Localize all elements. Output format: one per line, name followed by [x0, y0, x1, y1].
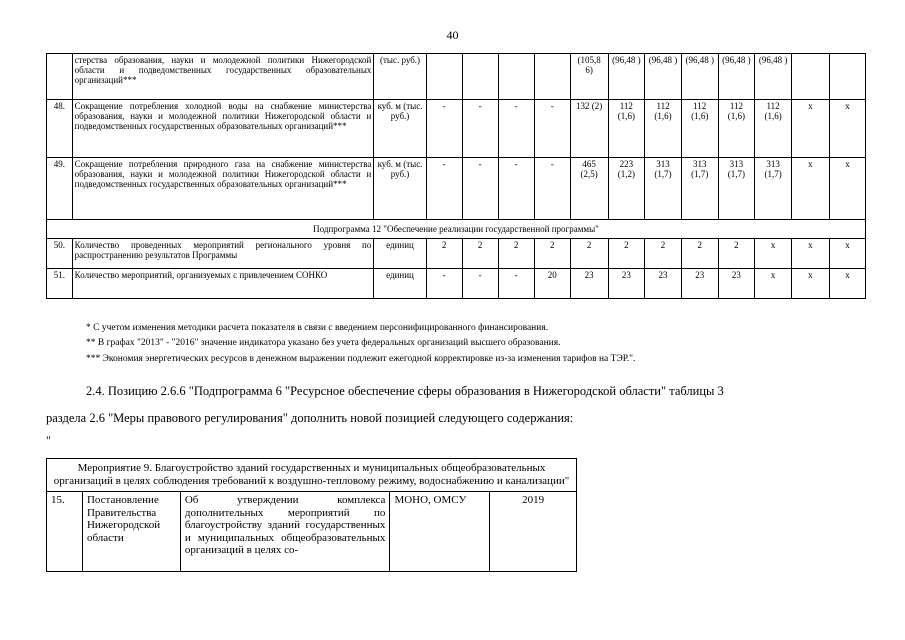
- paragraph-line-1: 2.4. Позицию 2.6.6 "Подпрограмма 6 "Ресурсное обеспечение сферы образования в Нижегородской области" таблицы 3: [86, 384, 724, 398]
- value-cell: x: [791, 158, 829, 220]
- unit-cell: единиц: [374, 239, 426, 269]
- value-cell: 2: [608, 239, 645, 269]
- value-cell: 112 (1,6): [645, 100, 682, 158]
- value-cell: 2: [718, 239, 755, 269]
- row-number: 48.: [47, 100, 73, 158]
- value-cell: 112 (1,6): [681, 100, 718, 158]
- indicator-name: стерства образования, науки и молодежной политики Нижегородской области и подведомственных государственных образовательных организаций***: [72, 54, 374, 100]
- table-row: [47, 54, 866, 100]
- value-cell: x: [829, 100, 865, 158]
- value-cell: x: [755, 269, 792, 299]
- value-cell: -: [534, 158, 570, 220]
- value-cell: (96,48 ): [645, 54, 682, 100]
- value-cell: 2: [681, 239, 718, 269]
- value-cell: 132 (2): [570, 100, 608, 158]
- row-number: [47, 54, 73, 100]
- value-cell: (96,48 ): [718, 54, 755, 100]
- value-cell: [426, 54, 462, 100]
- unit-cell: куб. м (тыс. руб.): [374, 158, 426, 220]
- value-cell: x: [829, 239, 865, 269]
- indicators-table: [46, 53, 866, 299]
- value-cell: 23: [681, 269, 718, 299]
- value-cell: [462, 54, 498, 100]
- measure-header: Мероприятие 9. Благоустройство зданий государственных и муниципальных общеобразовательных организаций в целях соблюдения требований к воздушно-тепловому режиму, водоснабжению и канализации": [47, 459, 577, 492]
- indicator-name: Количество мероприятий, организуемых с привлечением СОНКО: [72, 269, 374, 299]
- footnote-1: * С учетом изменения методики расчета показателя в связи с введением персонифицированного финансирования.: [86, 323, 549, 333]
- table-row: [47, 100, 866, 158]
- legal-measures-table: [46, 458, 577, 572]
- subprogram-title: Подпрограмма 12 "Обеспечение реализации государственной программы": [47, 220, 866, 239]
- value-cell: 20: [534, 269, 570, 299]
- document-type: Постановление Правительства Нижегородской области: [82, 492, 180, 572]
- opening-quote: ": [46, 433, 51, 447]
- value-cell: x: [829, 269, 865, 299]
- value-cell: 23: [570, 269, 608, 299]
- value-cell: 465 (2,5): [570, 158, 608, 220]
- value-cell: 2: [498, 239, 534, 269]
- value-cell: 2: [645, 239, 682, 269]
- row-number: 49.: [47, 158, 73, 220]
- indicator-name: Сокращение потребления холодной воды на снабжение министерства образования, науки и молодежной политики Нижегородской области и подведомственных государственных образовательных организаций***: [72, 100, 374, 158]
- table-row: [47, 239, 866, 269]
- table-row: [47, 158, 866, 220]
- value-cell: (105,8 6): [570, 54, 608, 100]
- value-cell: [791, 54, 829, 100]
- value-cell: (96,48 ): [608, 54, 645, 100]
- value-cell: 2: [570, 239, 608, 269]
- value-cell: -: [534, 100, 570, 158]
- value-cell: -: [426, 269, 462, 299]
- value-cell: -: [462, 269, 498, 299]
- value-cell: -: [426, 100, 462, 158]
- value-cell: 313 (1,7): [718, 158, 755, 220]
- year: 2019: [490, 492, 577, 572]
- value-cell: 313 (1,7): [755, 158, 792, 220]
- value-cell: 112 (1,6): [755, 100, 792, 158]
- value-cell: x: [791, 269, 829, 299]
- unit-cell: куб. м (тыс. руб.): [374, 100, 426, 158]
- value-cell: x: [791, 239, 829, 269]
- value-cell: x: [755, 239, 792, 269]
- value-cell: 2: [462, 239, 498, 269]
- value-cell: -: [498, 158, 534, 220]
- row-number: 51.: [47, 269, 73, 299]
- unit-cell: (тыс. руб.): [374, 54, 426, 100]
- value-cell: (96,48 ): [681, 54, 718, 100]
- indicator-name: Количество проведенных мероприятий регионального уровня по распространению результатов Программы: [72, 239, 374, 269]
- value-cell: 313 (1,7): [681, 158, 718, 220]
- page-number: 40: [446, 28, 459, 42]
- value-cell: 223 (1,2): [608, 158, 645, 220]
- unit-cell: единиц: [374, 269, 426, 299]
- value-cell: [829, 54, 865, 100]
- value-cell: 112 (1,6): [718, 100, 755, 158]
- executors: МОНО, ОМСУ: [390, 492, 490, 572]
- value-cell: -: [498, 269, 534, 299]
- value-cell: x: [829, 158, 865, 220]
- value-cell: 2: [534, 239, 570, 269]
- value-cell: 23: [608, 269, 645, 299]
- row-number: 15.: [47, 492, 83, 572]
- table-row: [47, 269, 866, 299]
- value-cell: (96,48 ): [755, 54, 792, 100]
- value-cell: [534, 54, 570, 100]
- footnote-3: *** Экономия энергетических ресурсов в денежном выражении подлежит ежегодной корректировке из-за изменения тарифов на ТЭР.".: [86, 354, 636, 364]
- value-cell: x: [791, 100, 829, 158]
- value-cell: -: [498, 100, 534, 158]
- value-cell: 23: [645, 269, 682, 299]
- document-title: Об утверждении комплекса дополнительных мероприятий по благоустройству зданий государственных и муниципальных общеобразовательных организаций в целях со-: [180, 492, 390, 572]
- row-number: 50.: [47, 239, 73, 269]
- value-cell: 23: [718, 269, 755, 299]
- value-cell: -: [462, 158, 498, 220]
- value-cell: 313 (1,7): [645, 158, 682, 220]
- subprogram-row: [47, 220, 866, 239]
- value-cell: -: [426, 158, 462, 220]
- footnote-2: ** В графах "2013" - "2016" значение индикатора указано без учета федеральных организаций высшего образования.: [86, 338, 561, 348]
- value-cell: [498, 54, 534, 100]
- indicator-name: Сокращение потребления природного газа на снабжение министерства образования, науки и молодежной политики Нижегородской области и подведомственных государственных образовательных организаций***: [72, 158, 374, 220]
- value-cell: 112 (1,6): [608, 100, 645, 158]
- value-cell: 2: [426, 239, 462, 269]
- value-cell: -: [462, 100, 498, 158]
- paragraph-line-2: раздела 2.6 "Меры правового регулирования" дополнить новой позицией следующего содержания:: [46, 411, 574, 425]
